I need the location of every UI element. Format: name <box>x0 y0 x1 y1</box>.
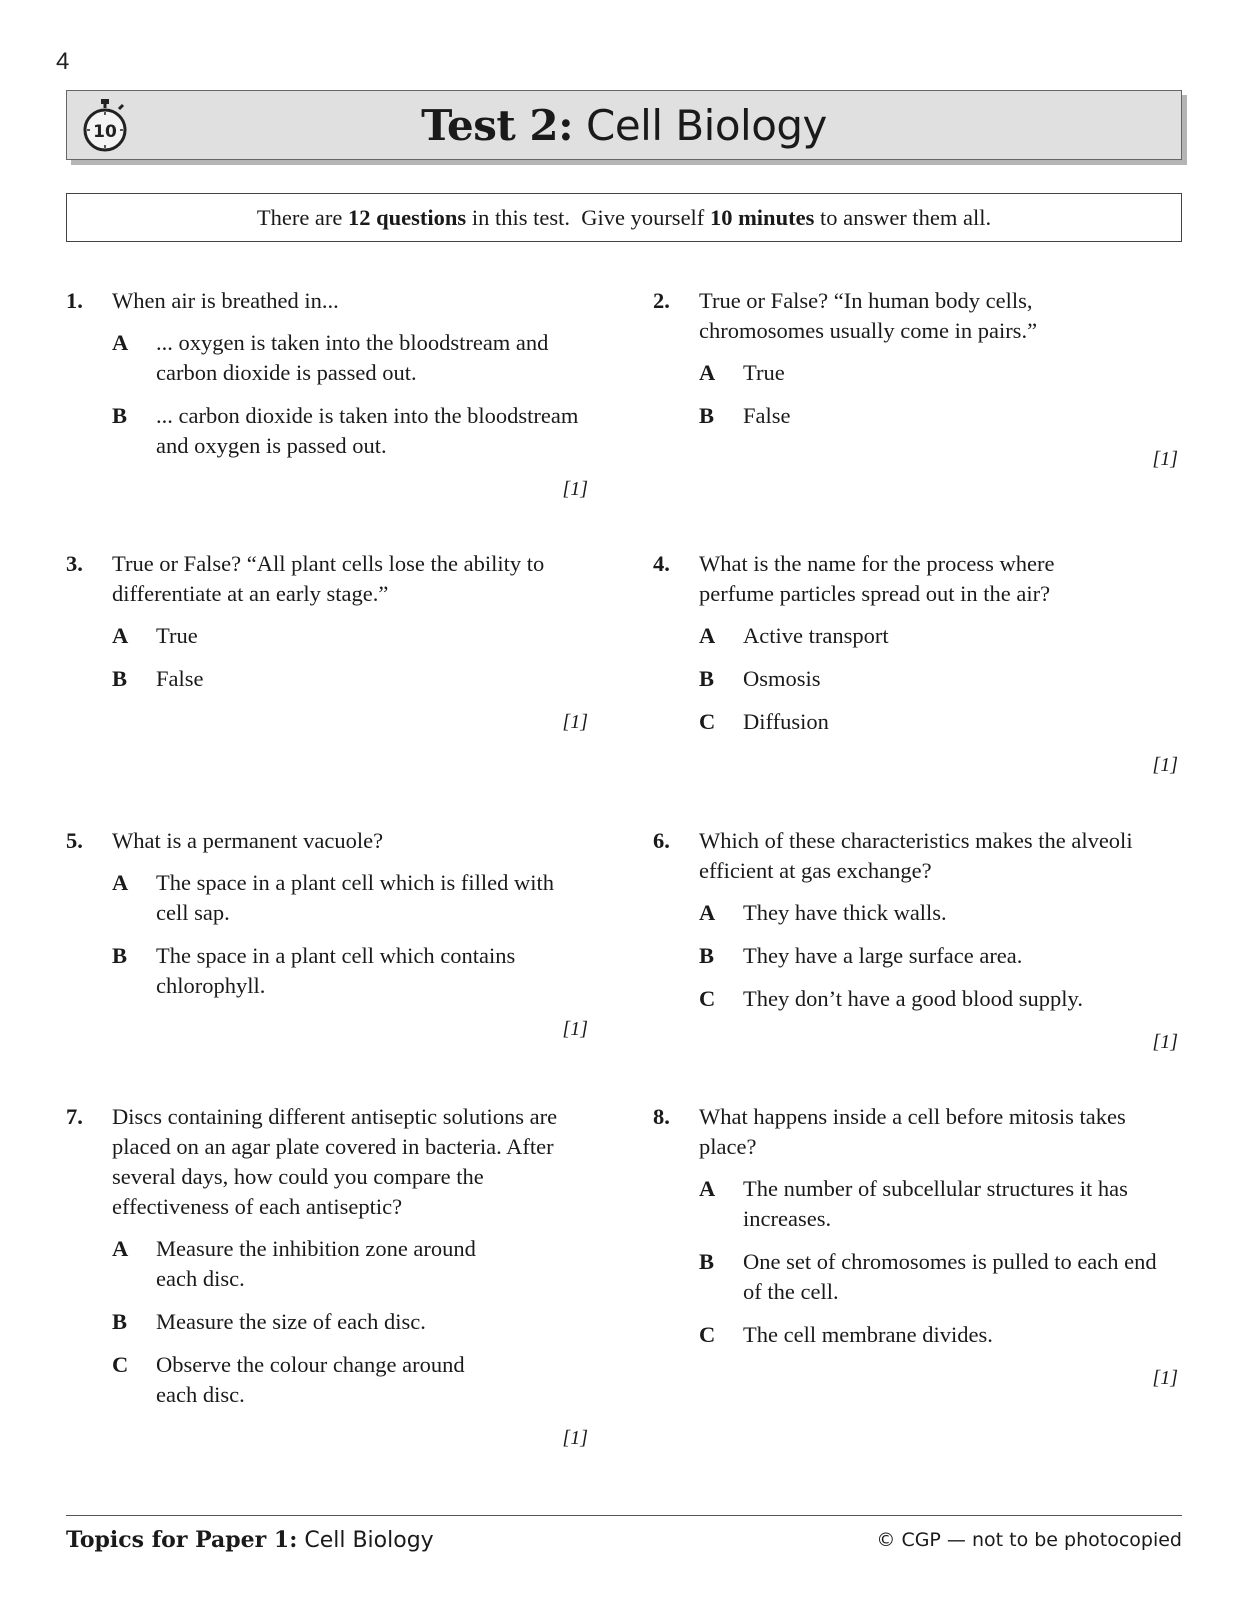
option-text: True <box>156 623 198 648</box>
question-number: 3. <box>66 551 83 576</box>
option-text: Measure the inhibition zone around each disc. <box>156 1236 476 1291</box>
option-text: The number of subcellular structures it has increases. <box>743 1176 1128 1231</box>
option-letter: A <box>699 623 716 648</box>
instruction-count: 12 questions <box>348 204 467 230</box>
option-letter: B <box>699 666 715 691</box>
option-text: ... oxygen is taken into the bloodstream and carbon dioxide is passed out. <box>156 330 549 385</box>
question-number: 6. <box>653 828 670 853</box>
option-text: Osmosis <box>743 666 821 691</box>
question-1 <box>66 286 588 504</box>
option-b[interactable] <box>112 1307 588 1337</box>
option-letter: C <box>699 986 716 1011</box>
option-letter: A <box>699 1176 716 1201</box>
option-text: Diffusion <box>743 709 829 734</box>
footer-topic-name: Cell Biology <box>297 1528 434 1553</box>
option-letter: A <box>112 870 129 895</box>
option-a[interactable] <box>699 898 1178 928</box>
question-number: 8. <box>653 1104 670 1129</box>
option-text: They have thick walls. <box>743 900 947 925</box>
marks: [1] <box>562 478 588 500</box>
option-letter: B <box>699 403 715 428</box>
option-b[interactable] <box>699 664 1178 694</box>
instruction-text-2: in this test. Give yourself <box>466 204 710 230</box>
question-text: What is the name for the process where perfume particles spread out in the air? <box>699 551 1055 606</box>
option-c[interactable] <box>699 1320 1178 1350</box>
option-a[interactable] <box>112 1234 588 1294</box>
option-letter: A <box>112 330 129 355</box>
option-letter: A <box>699 900 716 925</box>
instruction-text-1: There are <box>256 204 349 230</box>
option-b[interactable] <box>112 941 588 1001</box>
option-text: They have a large surface area. <box>743 943 1023 968</box>
option-text: Measure the size of each disc. <box>156 1309 426 1334</box>
marks: [1] <box>562 1427 588 1449</box>
marks: [1] <box>1152 448 1178 470</box>
option-letter: B <box>699 943 715 968</box>
option-letter: A <box>699 360 716 385</box>
page-number: 4 <box>56 48 70 75</box>
option-letter: C <box>699 1322 716 1347</box>
instruction-time: 10 minutes <box>709 204 815 230</box>
marks: [1] <box>1152 1367 1178 1389</box>
title-prefix: Test 2: <box>421 100 574 150</box>
question-number: 2. <box>653 288 670 313</box>
footer-divider <box>66 1515 1182 1516</box>
page-title <box>421 101 827 150</box>
option-a[interactable] <box>699 1174 1178 1234</box>
option-a[interactable] <box>112 868 588 928</box>
option-a[interactable] <box>112 621 588 651</box>
option-a[interactable] <box>699 358 1178 388</box>
option-text: The cell membrane divides. <box>743 1322 993 1347</box>
question-number: 1. <box>66 288 83 313</box>
question-number: 5. <box>66 828 83 853</box>
title-topic: Cell Biology <box>586 100 827 150</box>
option-letter: A <box>112 623 129 648</box>
question-text: True or False? “In human body cells, chromosomes usually come in pairs.” <box>699 288 1038 343</box>
question-6 <box>653 826 1178 1057</box>
question-2 <box>653 286 1178 474</box>
option-b[interactable] <box>699 941 1178 971</box>
question-text: Which of these characteristics makes the alveoli efficient at gas exchange? <box>699 828 1133 883</box>
option-text: False <box>156 666 204 691</box>
question-7 <box>66 1102 588 1453</box>
option-b[interactable] <box>699 1247 1178 1307</box>
option-c[interactable] <box>699 984 1178 1014</box>
option-letter: B <box>112 943 128 968</box>
marks: [1] <box>562 1018 588 1040</box>
footer-topic <box>66 1527 434 1553</box>
option-b[interactable] <box>699 401 1178 431</box>
option-text: Active transport <box>743 623 889 648</box>
question-text: What happens inside a cell before mitosis takes place? <box>699 1104 1126 1159</box>
question-text: Discs containing different antiseptic solutions are placed on an agar plate covered in bacteria. After several days, how could you compare the effectiveness of each antiseptic? <box>112 1104 558 1219</box>
option-text: One set of chromosomes is pulled to each end of the cell. <box>743 1249 1157 1304</box>
question-4 <box>653 549 1178 780</box>
marks: [1] <box>562 711 588 733</box>
option-text: They don’t have a good blood supply. <box>743 986 1083 1011</box>
option-b[interactable] <box>112 664 588 694</box>
footer-copyright: © CGP — not to be photocopied <box>876 1529 1182 1551</box>
footer-label: Topics for Paper 1: <box>66 1527 298 1553</box>
marks: [1] <box>1152 754 1178 776</box>
option-letter: C <box>112 1352 129 1377</box>
question-number: 7. <box>66 1104 83 1129</box>
option-text: The space in a plant cell which contains chlorophyll. <box>156 943 516 998</box>
marks: [1] <box>1152 1031 1178 1053</box>
option-text: True <box>743 360 785 385</box>
option-c[interactable] <box>112 1350 588 1410</box>
option-letter: B <box>699 1249 715 1274</box>
question-text: What is a permanent vacuole? <box>112 828 384 853</box>
question-8 <box>653 1102 1178 1393</box>
instruction-box <box>66 193 1182 242</box>
option-c[interactable] <box>699 707 1178 737</box>
option-a[interactable] <box>112 328 588 388</box>
option-letter: A <box>112 1236 129 1261</box>
question-text: True or False? “All plant cells lose the ability to differentiate at an early stage.” <box>112 551 545 606</box>
option-text: The space in a plant cell which is filled with cell sap. <box>156 870 555 925</box>
option-letter: B <box>112 403 128 428</box>
instruction-text-3: to answer them all. <box>814 204 992 230</box>
option-text: ... carbon dioxide is taken into the bloodstream and oxygen is passed out. <box>156 403 579 458</box>
question-number: 4. <box>653 551 670 576</box>
option-text: False <box>743 403 791 428</box>
option-letter: B <box>112 666 128 691</box>
title-banner <box>66 90 1182 160</box>
option-a[interactable] <box>699 621 1178 651</box>
option-letter: B <box>112 1309 128 1334</box>
option-text: Observe the colour change around each disc. <box>156 1352 465 1407</box>
question-3 <box>66 549 588 737</box>
question-5 <box>66 826 588 1044</box>
stopwatch-icon <box>81 97 129 153</box>
question-text: When air is breathed in... <box>112 288 339 313</box>
option-letter: C <box>699 709 716 734</box>
timer-minutes: 10 <box>93 122 117 142</box>
option-b[interactable] <box>112 401 588 461</box>
